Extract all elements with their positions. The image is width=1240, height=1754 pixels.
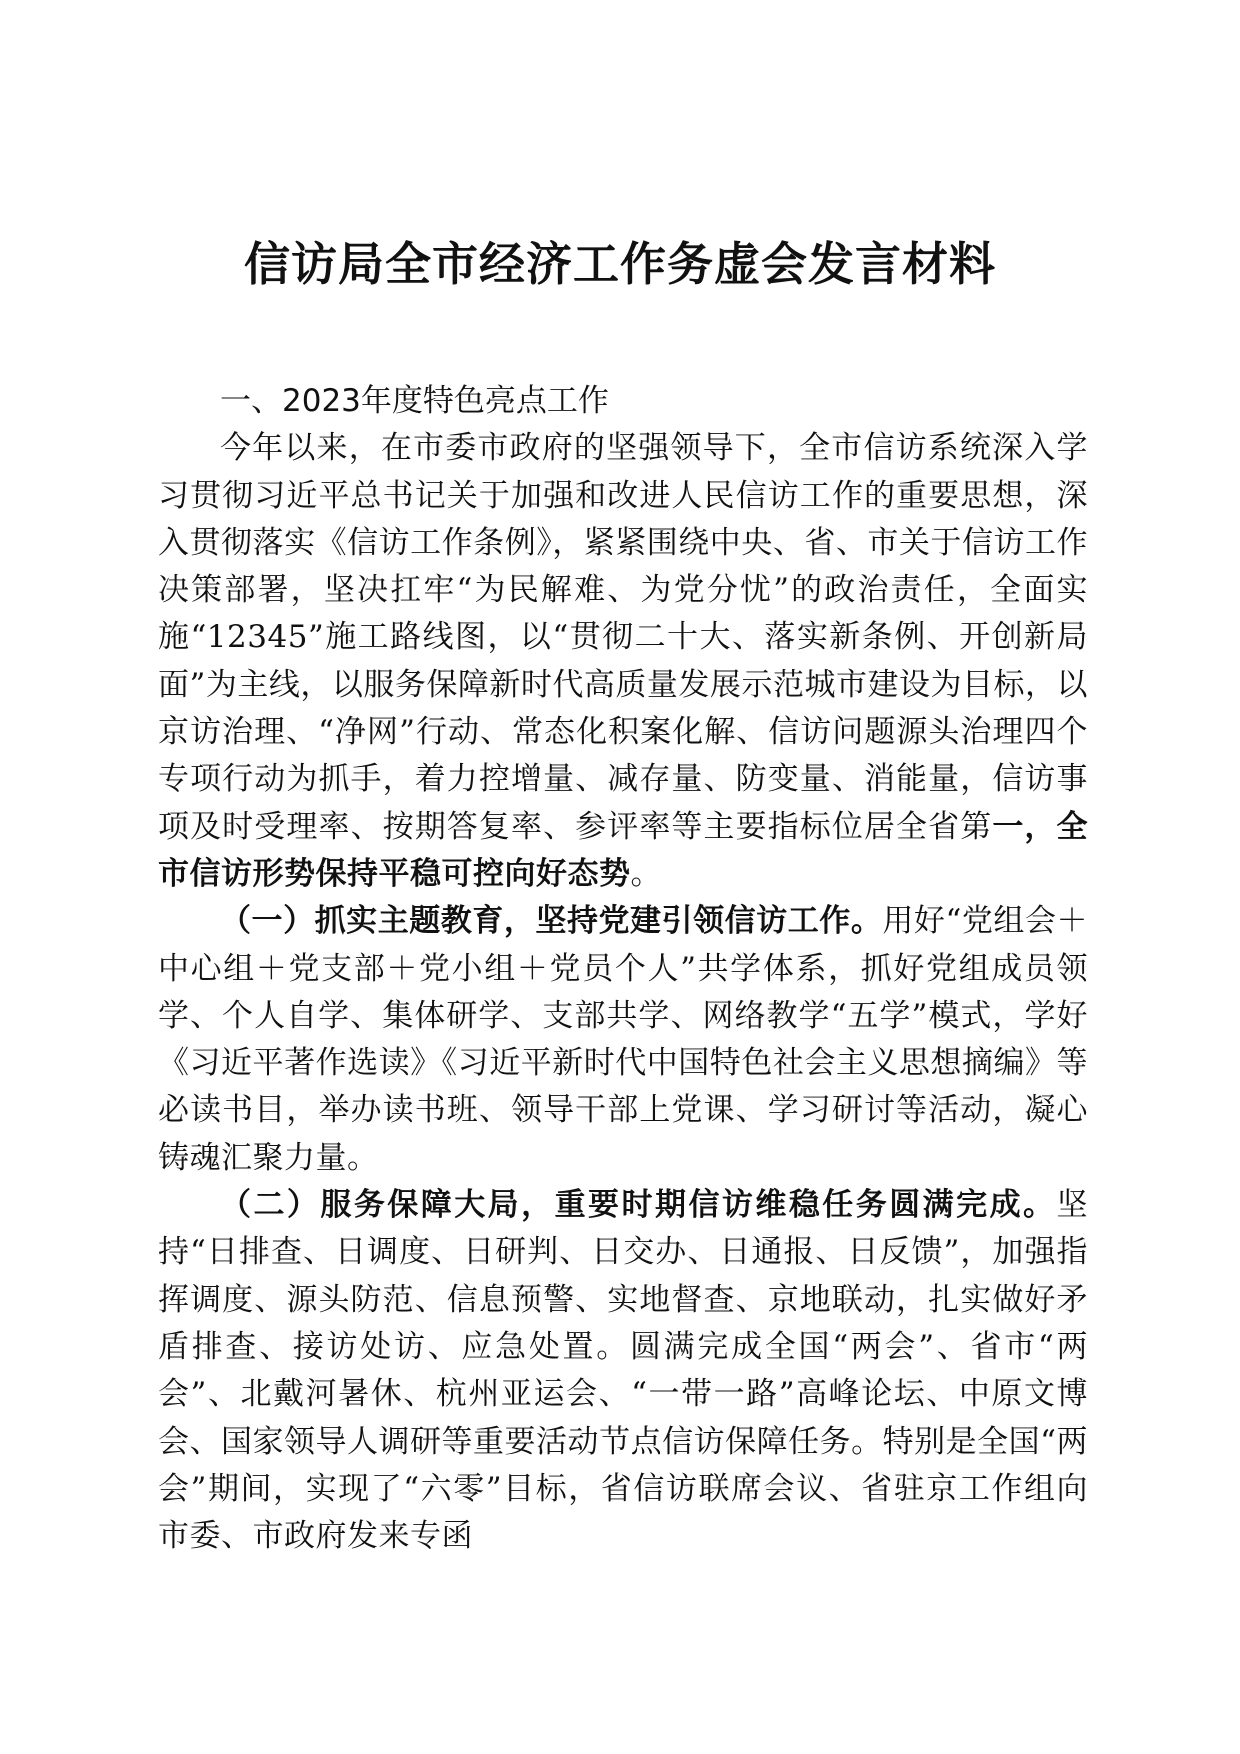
paragraph-item-1-text: 用好“党组会＋中心组＋党支部＋党小组＋党员个人”共学体系，抓好党组成员领学、个人自学、集体研学、支部共学、网络教学“五学”模式，学好《习近平著作选读》《习近平新时代中国特色社会主义思想摘编》等必读书目，举办读书班、领导干部上党课、学习研讨等活动，凝心铸魂汇聚力量。 — [158, 903, 1088, 1176]
paragraph-item-1-heading: （一）抓实主题教育，坚持党建引领信访工作。 — [220, 903, 883, 940]
paragraph-intro-text: 今年以来，在市委市政府的坚强领导下，全市信访系统深入学习贯彻习近平总书记关于加强和改进人民信访工作的重要思想，深入贯彻落实《信访工作条例》，紧紧围绕中央、省、市关于信访工作决策部署，坚决扛牢“为民解难、为党分忧”的政治责任，全面实施“12345”施工路线图，以“贯彻二十大、落实新条例、开创新局面”为主线，以服务保障新时代高质量发展示范城市建设为目标，以京访治理、“净网”行动、常态化积案化解、信访问题源头治理四个专项行动为抓手，着力控增量、减存量、防变量、消能量，信访事项及时受理率、按期答复率、参评率等主要指标位居全省第 — [158, 430, 1088, 845]
paragraph-item-1 — [158, 898, 1088, 1182]
section-heading: 一、2023年度特色亮点工作 — [220, 383, 609, 419]
paragraph-item-2-text: 坚持“日排查、日调度、日研判、日交办、日通报、日反馈”，加强指挥调度、源头防范、信息预警、实地督查、京地联动，扎实做好矛盾排查、接访处访、应急处置。圆满完成全国“两会”、省市“两会”、北戴河暑休、杭州亚运会、“一带一路”高峰论坛、中原文博会、国家领导人调研等重要活动节点信访保障任务。特别是全国“两会”期间，实现了“六零”目标，省信访联席会议、省驻京工作组向市委、市政府发来专函 — [158, 1187, 1088, 1555]
document-body — [158, 378, 1088, 1560]
paragraph-intro-end: 。 — [630, 855, 662, 892]
document-title: 信访局全市经济工作务虚会发言材料 — [244, 237, 996, 291]
paragraph-intro-emphasis: 一，全市信访形势保持平稳可控向好态势 — [158, 808, 1089, 892]
paragraph-intro — [158, 425, 1088, 898]
paragraph-item-2-heading: （二）服务保障大局，重要时期信访维稳任务圆满完成。 — [220, 1187, 1057, 1224]
paragraph-item-2 — [158, 1182, 1088, 1560]
